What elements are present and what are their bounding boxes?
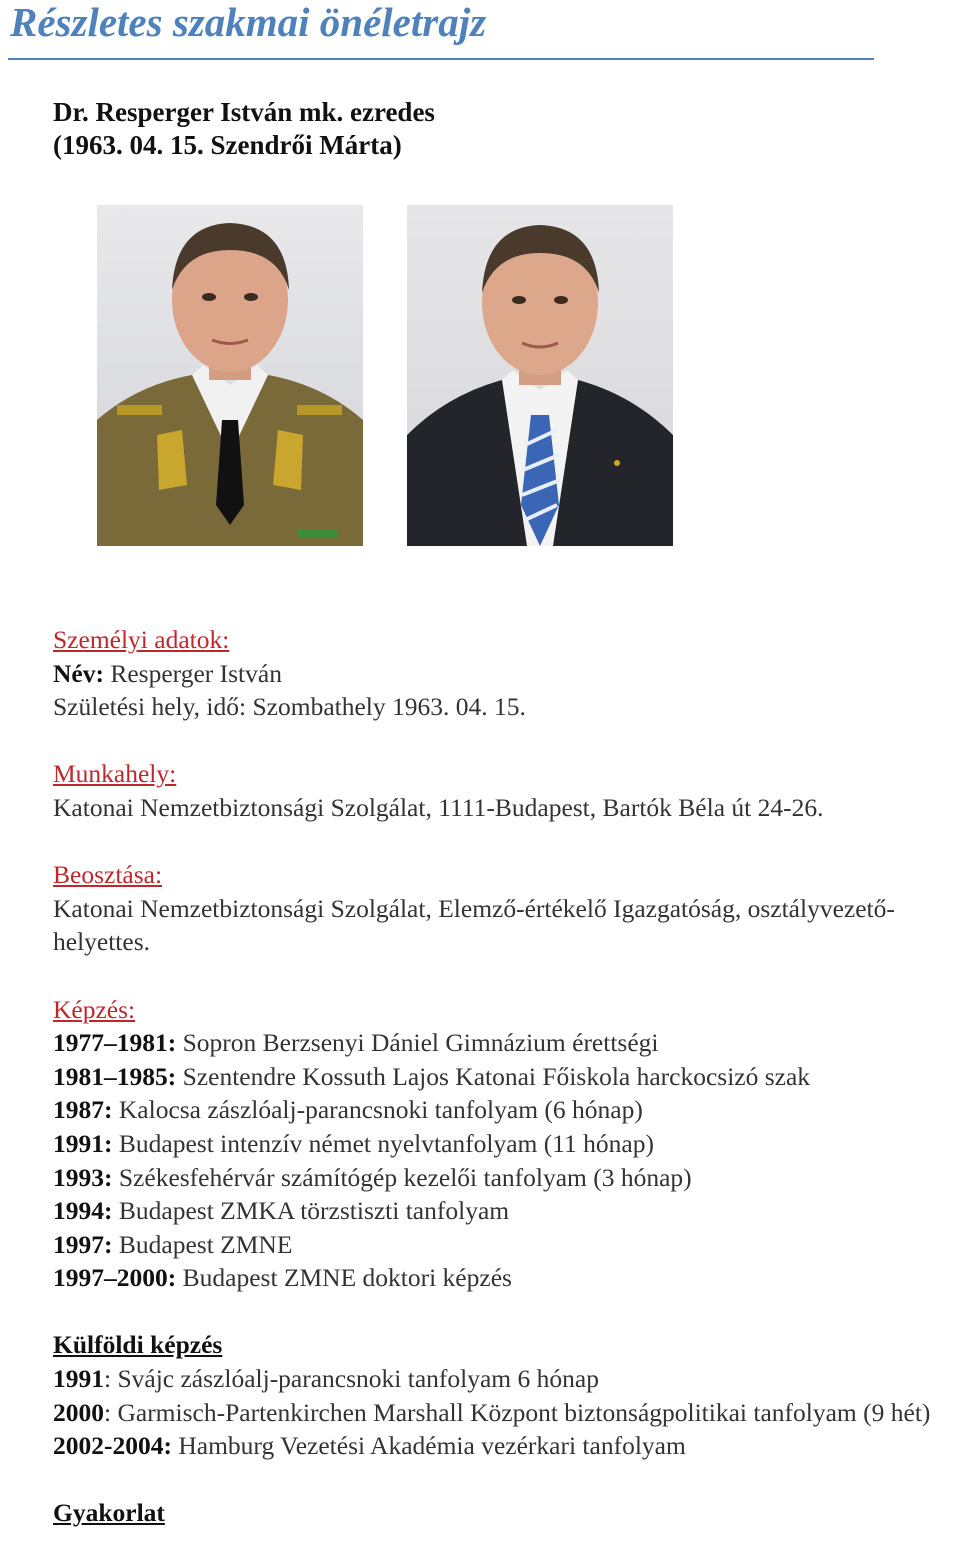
foreign-education-year: 1991: [53, 1364, 104, 1394]
section-heading-foreign-education: Külföldi képzés: [53, 1330, 223, 1360]
education-text: Sopron Berzsenyi Dániel Gimnázium érettségi: [176, 1028, 659, 1058]
cv-content: [53, 623, 960, 1530]
education-text: Szentendre Kossuth Lajos Katonai Főiskola harckocsizó szak: [176, 1061, 811, 1091]
foreign-education-text: : Garmisch-Partenkirchen Marshall Központ biztonságpolitikai tanfolyam (9 hét): [104, 1397, 931, 1427]
name-line: Dr. Resperger István mk. ezredes: [53, 97, 435, 127]
birth-line: (1963. 04. 15. Szendrői Márta): [53, 130, 402, 160]
position-value: Katonai Nemzetbiztonsági Szolgálat, Elemző-értékelő Igazgatóság, osztályvezető-helyettes.: [53, 893, 895, 957]
foreign-education-text: : Svájc zászlóalj-parancsnoki tanfolyam 6 hónap: [104, 1364, 599, 1394]
document-title: Részletes szakmai önéletrajz: [10, 0, 487, 45]
education-item: [53, 1026, 960, 1060]
foreign-education-item: [53, 1429, 960, 1463]
workplace-value: Katonai Nemzetbiztonsági Szolgálat, 1111-Budapest, Bartók Béla út 24-26.: [53, 792, 824, 822]
section-heading-workplace: Munkahely:: [53, 759, 177, 789]
personal-name-row: [53, 657, 960, 691]
education-text: Budapest ZMNE: [112, 1229, 293, 1259]
section-heading-personal: Személyi adatok:: [53, 625, 230, 654]
portrait-suit-photo: [407, 205, 673, 546]
foreign-education-text: Hamburg Vezetési Akadémia vezérkari tanfolyam: [171, 1431, 686, 1461]
title-divider: [8, 58, 874, 60]
education-year: 1977–1981:: [53, 1028, 177, 1058]
education-year: 1997:: [53, 1229, 113, 1259]
education-year: 1997–2000:: [53, 1263, 177, 1293]
section-heading-position: Beosztása:: [53, 860, 163, 890]
education-text: Székesfehérvár számítógép kezelői tanfolyam (3 hónap): [112, 1162, 692, 1192]
education-year: 1981–1985:: [53, 1061, 177, 1091]
education-text: Budapest ZMKA törzstiszti tanfolyam: [112, 1196, 510, 1226]
foreign-education-item: [53, 1396, 960, 1430]
education-item: [53, 1261, 960, 1295]
education-item: [53, 1161, 960, 1195]
education-item: [53, 1093, 960, 1127]
name-value: Resperger István: [103, 658, 282, 688]
education-text: Kalocsa zászlóalj-parancsnoki tanfolyam (6 hónap): [112, 1095, 643, 1125]
education-text: Budapest intenzív német nyelvtanfolyam (11 hónap): [112, 1128, 654, 1158]
foreign-education-item: [53, 1362, 960, 1396]
personal-birth-row: Születési hely, idő: Szombathely 1963. 04. 15.: [53, 692, 526, 722]
section-heading-practice: Gyakorlat: [53, 1498, 165, 1528]
section-heading-education: Képzés:: [53, 994, 136, 1024]
portrait-uniform-photo: [97, 205, 363, 546]
education-item: [53, 1194, 960, 1228]
education-year: 1987:: [53, 1095, 113, 1125]
education-year: 1993:: [53, 1162, 113, 1192]
education-item: [53, 1127, 960, 1161]
foreign-education-year: 2000: [53, 1397, 104, 1427]
education-item: [53, 1060, 960, 1094]
name-block: [53, 96, 435, 162]
education-year: 1994:: [53, 1196, 113, 1226]
education-year: 1991:: [53, 1128, 113, 1158]
name-label: Név:: [53, 658, 104, 688]
education-text: Budapest ZMNE doktori képzés: [176, 1263, 512, 1293]
foreign-education-year: 2002-2004:: [53, 1431, 172, 1461]
education-item: [53, 1228, 960, 1262]
